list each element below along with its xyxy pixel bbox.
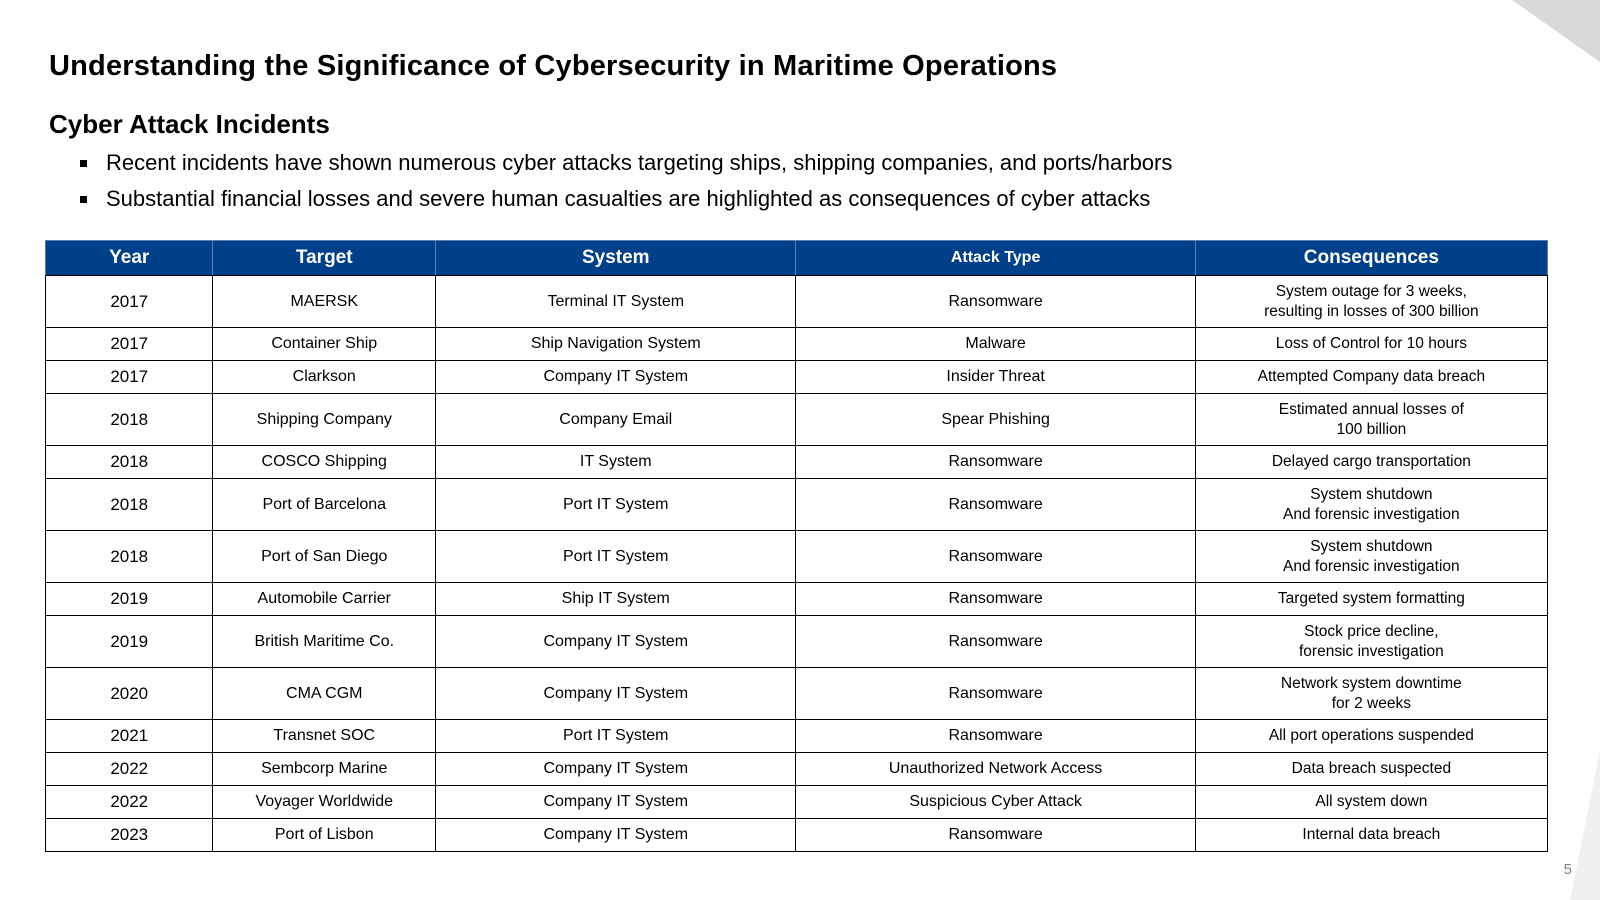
cell-target: Transnet SOC [213, 720, 436, 753]
cell-attack-type: Ransomware [796, 479, 1195, 531]
cell-attack-type: Spear Phishing [796, 394, 1195, 446]
cell-attack-type: Ransomware [796, 668, 1195, 720]
header-year: Year [46, 241, 213, 276]
cell-consequences: All port operations suspended [1195, 720, 1547, 753]
cell-year: 2018 [46, 446, 213, 479]
cell-target: Port of San Diego [213, 531, 436, 583]
cell-system: Company IT System [436, 819, 796, 852]
bullet-text: Substantial financial losses and severe human casualties are highlighted as consequences of cyber attacks [106, 186, 1151, 211]
cell-consequences: Attempted Company data breach [1195, 361, 1547, 394]
page-title: Understanding the Significance of Cybersecurity in Maritime Operations [49, 50, 1058, 82]
cell-attack-type: Ransomware [796, 446, 1195, 479]
header-attack-type: Attack Type [796, 241, 1195, 276]
cell-attack-type: Ransomware [796, 616, 1195, 668]
cell-target: Port of Barcelona [213, 479, 436, 531]
table-header-row [46, 241, 1548, 276]
table-row [46, 328, 1548, 361]
cell-attack-type: Ransomware [796, 583, 1195, 616]
cell-year: 2022 [46, 786, 213, 819]
cell-year: 2017 [46, 276, 213, 328]
corner-decoration-top [1512, 0, 1600, 62]
cell-target: MAERSK [213, 276, 436, 328]
page-number: 5 [1563, 861, 1572, 878]
table-row [46, 753, 1548, 786]
table-row [46, 531, 1548, 583]
table-row [46, 394, 1548, 446]
cell-target: Shipping Company [213, 394, 436, 446]
cell-target: Port of Lisbon [213, 819, 436, 852]
cell-consequences: Network system downtime for 2 weeks [1195, 668, 1547, 720]
table-row [46, 616, 1548, 668]
cell-target: British Maritime Co. [213, 616, 436, 668]
header-target: Target [213, 241, 436, 276]
cell-attack-type: Ransomware [796, 531, 1195, 583]
cell-system: Company IT System [436, 753, 796, 786]
cell-target: Clarkson [213, 361, 436, 394]
cell-consequences: Estimated annual losses of 100 billion [1195, 394, 1547, 446]
cell-year: 2018 [46, 531, 213, 583]
cell-system: Company IT System [436, 616, 796, 668]
cell-system: Company IT System [436, 361, 796, 394]
cell-year: 2021 [46, 720, 213, 753]
bullet-text: Recent incidents have shown numerous cyber attacks targeting ships, shipping companies, and ports/harbors [106, 150, 1173, 175]
bullet-square-icon [80, 196, 87, 203]
table-row [46, 786, 1548, 819]
header-consequences: Consequences [1195, 241, 1547, 276]
cell-system: Company IT System [436, 668, 796, 720]
cell-consequences: Delayed cargo transportation [1195, 446, 1547, 479]
cell-system: Company IT System [436, 786, 796, 819]
incidents-table [45, 240, 1548, 852]
cell-year: 2017 [46, 361, 213, 394]
bullet-item [80, 181, 1172, 217]
cell-consequences: System shutdown And forensic investigation [1195, 531, 1547, 583]
cell-consequences: System outage for 3 weeks, resulting in losses of 300 billion [1195, 276, 1547, 328]
cell-system: Port IT System [436, 531, 796, 583]
cell-year: 2019 [46, 616, 213, 668]
table-row [46, 720, 1548, 753]
cell-target: COSCO Shipping [213, 446, 436, 479]
cell-consequences: Stock price decline, forensic investigation [1195, 616, 1547, 668]
cell-target: Sembcorp Marine [213, 753, 436, 786]
bullet-item [80, 145, 1172, 181]
table-body [46, 276, 1548, 852]
table-row [46, 276, 1548, 328]
cell-system: Company Email [436, 394, 796, 446]
cell-year: 2018 [46, 394, 213, 446]
cell-system: Terminal IT System [436, 276, 796, 328]
cell-system: Port IT System [436, 479, 796, 531]
cell-attack-type: Ransomware [796, 276, 1195, 328]
cell-year: 2019 [46, 583, 213, 616]
table-row [46, 819, 1548, 852]
cell-attack-type: Unauthorized Network Access [796, 753, 1195, 786]
table-row [46, 361, 1548, 394]
cell-consequences: Internal data breach [1195, 819, 1547, 852]
bullet-square-icon [80, 160, 87, 167]
cell-attack-type: Ransomware [796, 720, 1195, 753]
cell-consequences: System shutdown And forensic investigation [1195, 479, 1547, 531]
cell-target: Voyager Worldwide [213, 786, 436, 819]
cell-attack-type: Suspicious Cyber Attack [796, 786, 1195, 819]
cell-system: IT System [436, 446, 796, 479]
cell-attack-type: Ransomware [796, 819, 1195, 852]
cell-system: Ship IT System [436, 583, 796, 616]
bullet-list [80, 145, 1172, 217]
cell-year: 2023 [46, 819, 213, 852]
cell-consequences: Loss of Control for 10 hours [1195, 328, 1547, 361]
section-title: Cyber Attack Incidents [49, 109, 330, 139]
table-row [46, 446, 1548, 479]
cell-year: 2020 [46, 668, 213, 720]
cell-year: 2017 [46, 328, 213, 361]
cell-consequences: Targeted system formatting [1195, 583, 1547, 616]
cell-system: Ship Navigation System [436, 328, 796, 361]
table-row [46, 479, 1548, 531]
header-system: System [436, 241, 796, 276]
cell-consequences: All system down [1195, 786, 1547, 819]
cell-year: 2018 [46, 479, 213, 531]
cell-year: 2022 [46, 753, 213, 786]
cell-target: Automobile Carrier [213, 583, 436, 616]
cell-target: CMA CGM [213, 668, 436, 720]
cell-attack-type: Insider Threat [796, 361, 1195, 394]
corner-decoration-bottom [1570, 750, 1600, 900]
table-row [46, 668, 1548, 720]
table-row [46, 583, 1548, 616]
cell-target: Container Ship [213, 328, 436, 361]
cell-attack-type: Malware [796, 328, 1195, 361]
cell-consequences: Data breach suspected [1195, 753, 1547, 786]
cell-system: Port IT System [436, 720, 796, 753]
